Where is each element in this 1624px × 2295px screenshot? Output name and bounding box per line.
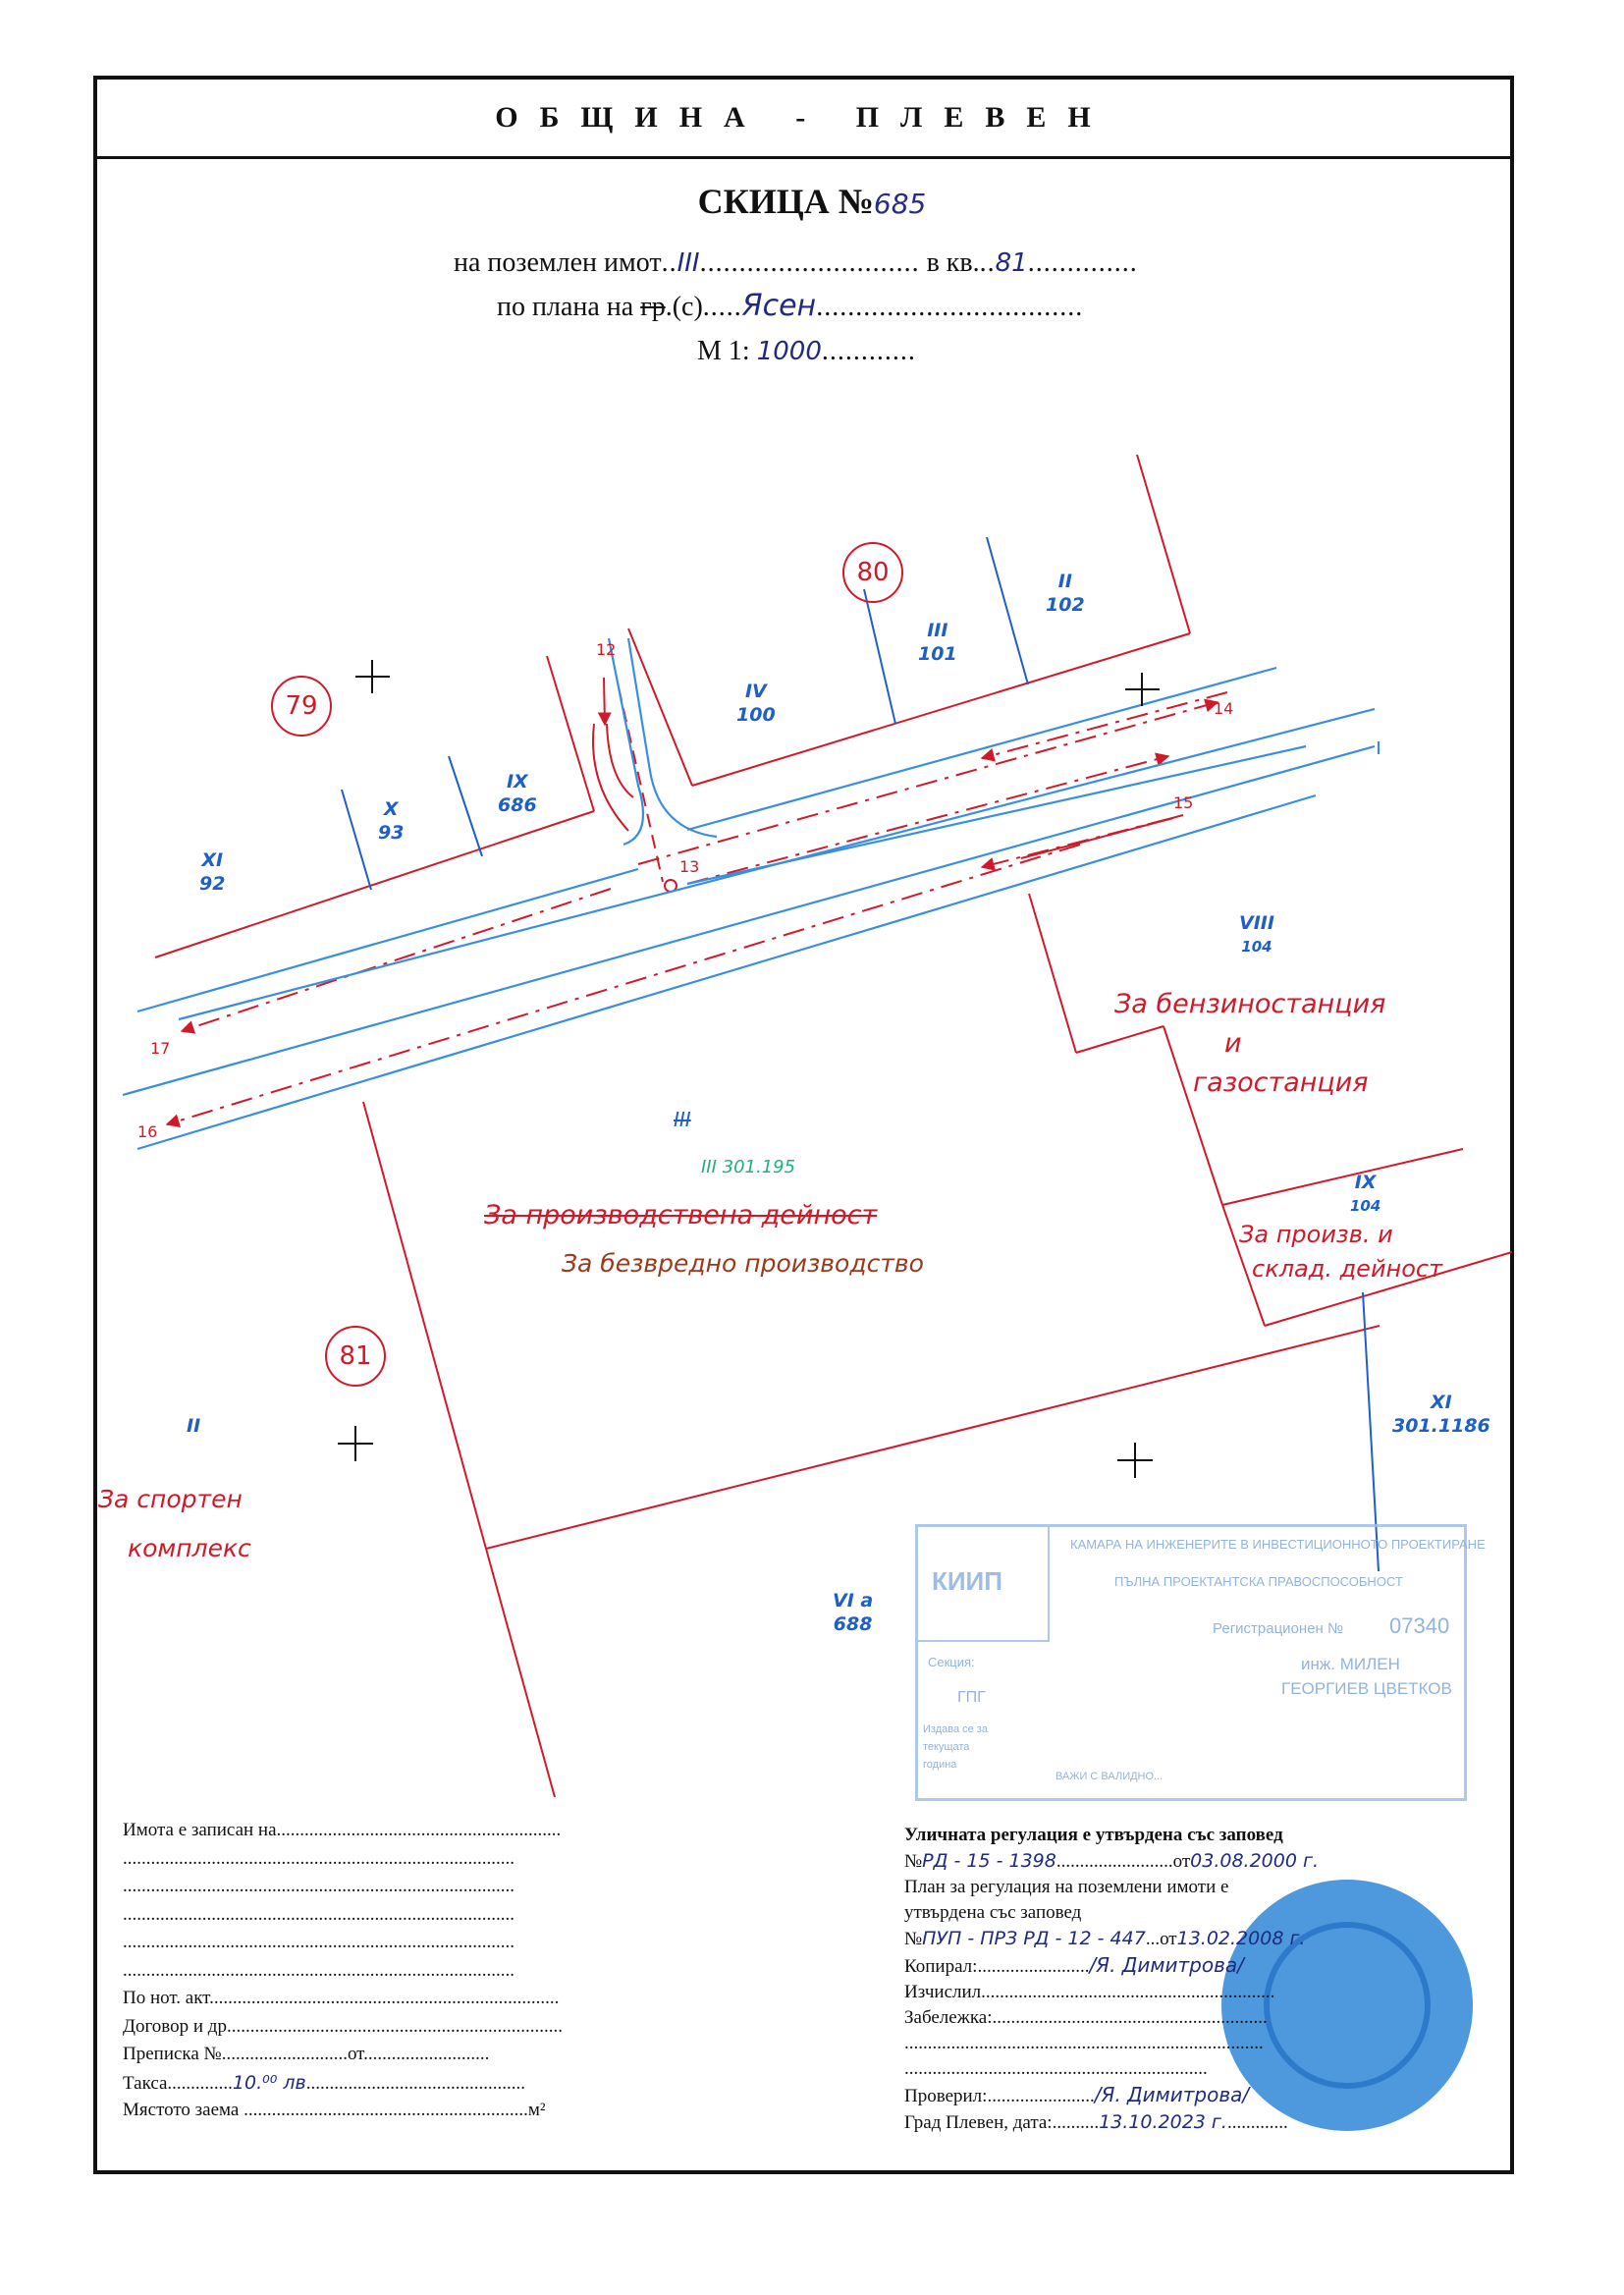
plan-label-prefix: по плана на: [497, 292, 641, 322]
point-15: 15: [1173, 793, 1194, 812]
point-12: 12: [596, 640, 617, 659]
point-13: 13: [679, 857, 700, 876]
stamp-side-text: Издава се за: [923, 1723, 988, 1735]
lot-label: VI а 688: [833, 1590, 874, 1635]
quarter-label: в кв.: [926, 247, 980, 278]
plan-value: Ясен: [741, 289, 817, 323]
old-purpose: За производствена дейност: [484, 1200, 878, 1230]
stamp-name-line1: инж. МИЛЕН: [1301, 1655, 1400, 1673]
stamp-org-line2: ПЪЛНА ПРОЕКТАНТСКА ПРАВОСПОСОБНОСТ: [1114, 1574, 1403, 1589]
warehouse-purpose: За произв. и: [1239, 1221, 1393, 1248]
stamp-name-line2: ГЕОРГИЕВ ЦВЕТКОВ: [1281, 1679, 1452, 1698]
scale-line: М 1: 1000............: [697, 336, 916, 366]
scale-label: М 1:: [697, 336, 750, 366]
property-value: III: [677, 248, 700, 278]
quarter-80: 80: [842, 542, 903, 603]
plan-label-suffix: .(с): [665, 292, 703, 322]
lot-label: X 93: [378, 798, 405, 844]
point-14: 14: [1214, 699, 1234, 718]
approval-form: Уличната регулация е утвърдена със заповед №РД - 15 - 1398.........................от03.08.2000 г. План за регулация на поземлени имоти е утвърдена със заповед №ПУП - ПРЗ РД - 12 - 447...от13.02.2008 г. Копирал:......................../Я. Димитрова/ Изчислил............................................................... Забележка:........................................................... ............................................................................. ................................................................. Проверил:......................./Я. Димитрова/ Град Плевен, дата:..........13.10.2023 г..............: [904, 1825, 1320, 2133]
owner-form: Имота е записан на............................................................. .................................................................................... .................................................................................... .................................................................................... .................................................................................... .................................................................................... По нот. акт........................................................................... Договор и др........................................................................ Преписка №...........................от........................... Такса..............10.⁰⁰ лв............................................... Мястото заема .............................................................м²: [123, 1820, 563, 2120]
municipality-header: ОБЩИНА - ПЛЕВЕН: [97, 80, 1510, 159]
quarter-81: 81: [325, 1326, 386, 1387]
main-lot-label: III 301.195: [701, 1157, 796, 1177]
stamp-logo: КИИП: [932, 1566, 1002, 1596]
quarter-79: 79: [271, 676, 332, 737]
lot-label: XI 301.1186: [1392, 1392, 1490, 1437]
warehouse-purpose-2: склад. дейност: [1252, 1255, 1443, 1283]
lot-label: VIII 104: [1239, 912, 1274, 956]
lot-label: IV 100: [736, 681, 776, 726]
sports-purpose: За спортен: [98, 1485, 243, 1513]
lot-label: IX 686: [498, 771, 537, 816]
stamp-side-text: текущата: [923, 1741, 970, 1753]
gas-station-and: и: [1224, 1028, 1242, 1059]
sports-purpose-2: комплекс: [128, 1534, 251, 1562]
lot-label: IX 104: [1350, 1172, 1381, 1215]
point-17: 17: [150, 1039, 171, 1058]
lot-label: II: [187, 1415, 201, 1437]
gas-station-purpose: За бензиностанция: [1114, 989, 1386, 1019]
lot-label: III 101: [918, 620, 957, 665]
stamp-section-label: Секция:: [928, 1655, 975, 1669]
scale-value: 1000: [756, 337, 822, 366]
main-lot-old-label: III: [674, 1108, 691, 1131]
quarter-value: 81: [995, 248, 1028, 278]
property-line: на поземлен имот..III............................ в кв...81..............: [454, 247, 1138, 278]
plan-line: по плана на гр.(с).....Ясен..................................: [497, 289, 1084, 323]
sketch-title-label: СКИЦА №: [697, 182, 874, 221]
lot-label: II 102: [1046, 571, 1085, 616]
stamp-reg-label: Регистрационен №: [1213, 1620, 1344, 1637]
stamp-section-value: ГПГ: [957, 1689, 986, 1706]
stamp-valid-label: ВАЖИ С ВАЛИДНО...: [1056, 1771, 1164, 1782]
new-purpose: За безвредно производство: [562, 1249, 924, 1278]
property-label: на поземлен имот: [454, 247, 662, 278]
sketch-number: 685: [873, 188, 927, 220]
plan-label-struck: гр: [640, 292, 666, 322]
stamp-org-line1: КАМАРА НА ИНЖЕНЕРИТЕ В ИНВЕСТИЦИОННОТО ПРОЕКТИРАНЕ: [1070, 1537, 1486, 1552]
gas-station-purpose-2: газостанция: [1193, 1067, 1369, 1098]
stamp-reg-number: 07340: [1389, 1613, 1450, 1638]
point-16: 16: [137, 1122, 158, 1141]
lot-label: XI 92: [199, 849, 226, 895]
stamp-side-text: година: [923, 1759, 957, 1771]
